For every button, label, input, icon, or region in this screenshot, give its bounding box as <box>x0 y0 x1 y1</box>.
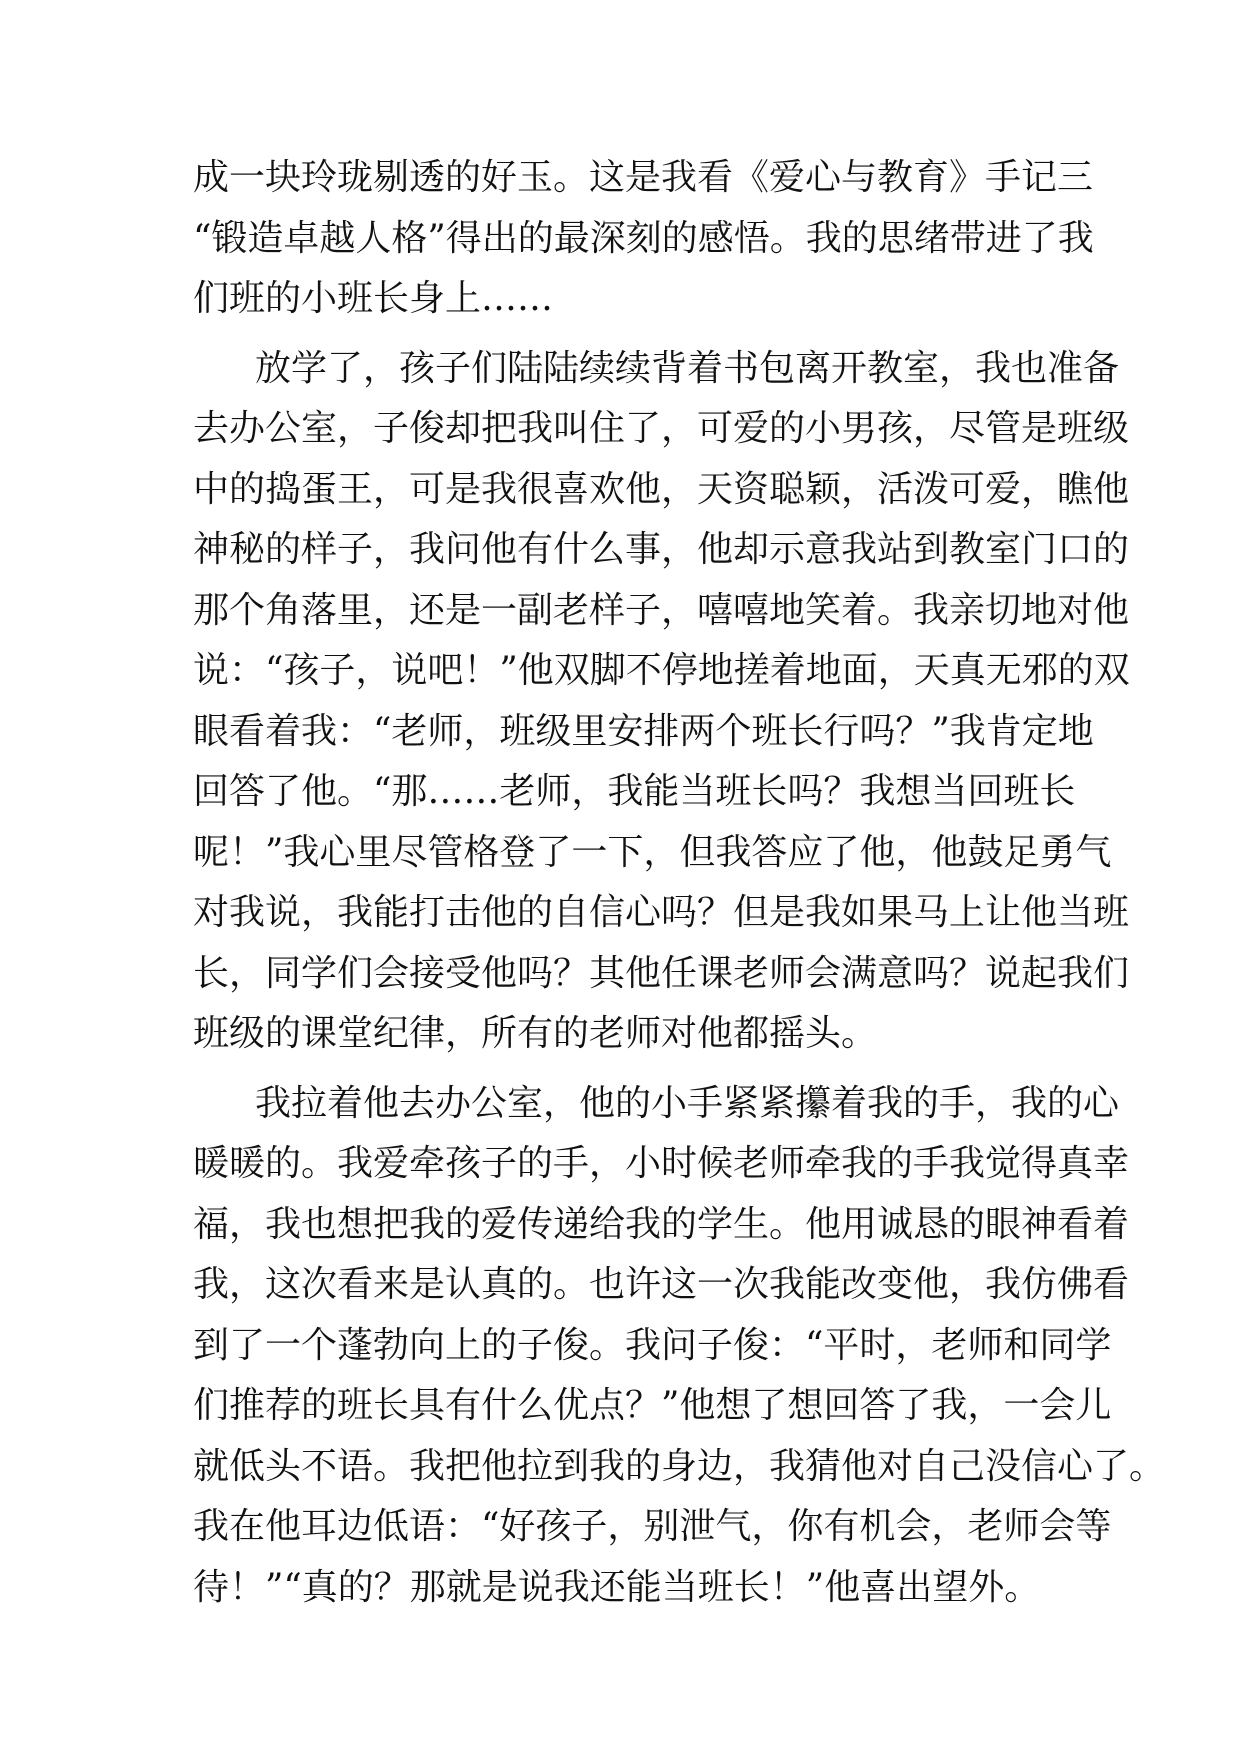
text-line: 就低头不语。我把他拉到我的身边，我猜他对自己没信心了。 <box>193 1445 1166 1487</box>
text-line: 福，我也想把我的爱传递给我的学生。他用诚恳的眼神看着 <box>193 1203 1130 1245</box>
text-line: 回答了他。“那……老师，我能当班长吗？我想当回班长 <box>193 771 1076 812</box>
text-line: 到了一个蓬勃向上的子俊。我问子俊：“平时，老师和同学 <box>193 1324 1112 1366</box>
text-line: 们推荐的班长具有什么优点？”他想了想回答了我，一会儿 <box>193 1385 1112 1426</box>
paragraph-gap <box>193 330 1061 339</box>
text-line: 我拉着他去办公室，他的小手紧紧攥着我的手，我的心 <box>255 1082 1120 1124</box>
text-line: 呢！”我心里尽管格登了一下，但我答应了他，他鼓足勇气 <box>193 831 1112 873</box>
paragraph-gap <box>193 1065 1061 1074</box>
text-line: 中的捣蛋王，可是我很喜欢他，天资聪颖，活泼可爱，瞧他 <box>193 468 1130 510</box>
document-body <box>193 148 1166 1618</box>
text-line: 说：“孩子，说吧！”他双脚不停地搓着地面，天真无邪的双 <box>193 650 1130 691</box>
text-line: 暖暖的。我爱牵孩子的手，小时候老师牵我的手我觉得真幸 <box>193 1143 1130 1184</box>
text-line: 班级的课堂纪律，所有的老师对他都摇头。 <box>193 1013 878 1054</box>
text-line: 成一块玲珑剔透的好玉。这是我看《爱心与教育》手记三 <box>193 157 1094 198</box>
text-line: 去办公室，子俊却把我叫住了，可爱的小男孩，尽管是班级 <box>193 408 1130 449</box>
text-line: 神秘的样子，我问他有什么事，他却示意我站到教室门口的 <box>193 529 1130 570</box>
text-line: 对我说，我能打击他的自信心吗？但是我如果马上让他当班 <box>193 892 1130 933</box>
paragraph <box>193 339 1130 1065</box>
text-line: “锻造卓越人格”得出的最深刻的感悟。我的思绪带进了我 <box>193 217 1094 259</box>
text-line: 那个角落里，还是一副老样子，嘻嘻地笑着。我亲切地对他 <box>193 589 1130 631</box>
text-line: 待！”“真的？那就是说我还能当班长！”他喜出望外。 <box>193 1566 1041 1608</box>
text-line: 放学了，孩子们陆陆续续背着书包离开教室，我也准备 <box>255 347 1120 389</box>
paragraph <box>193 1074 1166 1619</box>
text-line: 眼看着我：“老师，班级里安排两个班长行吗？”我肯定地 <box>193 710 1094 752</box>
text-line: 长，同学们会接受他吗？其他任课老师会满意吗？说起我们 <box>193 952 1130 994</box>
text-line: 我，这次看来是认真的。也许这一次我能改变他，我仿佛看 <box>193 1264 1130 1305</box>
text-line: 我在他耳边低语：“好孩子，别泄气，你有机会，老师会等 <box>193 1506 1112 1547</box>
text-line: 们班的小班长身上…… <box>193 278 554 319</box>
paragraph <box>193 148 1094 330</box>
